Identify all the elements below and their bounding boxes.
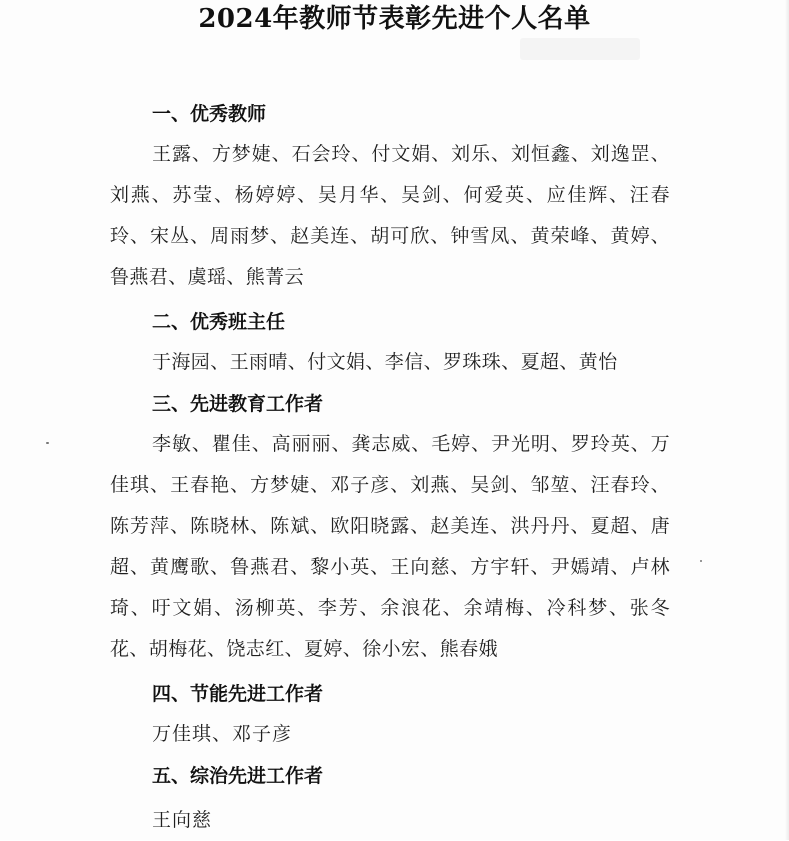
section-heading-public-security-workers: 五、综治先进工作者 (152, 765, 324, 787)
section-heading-excellent-teachers: 一、优秀教师 (152, 103, 267, 125)
section-heading-excellent-head-teachers: 二、优秀班主任 (152, 311, 286, 333)
scan-speck (46, 442, 49, 444)
names-advanced-education-workers: 李敏、瞿佳、高丽丽、龚志威、毛婷、尹光明、罗玲英、万佳琪、王春艳、方梦婕、邓子彦、刘燕、吴剑、邹堃、汪春玲、陈芳萍、陈晓林、陈斌、欧阳晓露、赵美连、洪丹丹、夏超、唐超、黄鹰歌、鲁燕君、黎小英、王向慈、方宇轩、尹嫣靖、卢林琦、吁文娟、汤柳英、李芳、余浪花、余靖梅、冷科梦、张冬花、胡梅花、饶志红、夏婷、徐小宏、熊春娥 (110, 433, 670, 660)
page-edge-shadow (785, 0, 789, 840)
section-heading-energy-saving-workers: 四、节能先进工作者 (152, 683, 324, 705)
faded-stamp-mark (520, 38, 640, 60)
section-heading-advanced-education-workers: 三、先进教育工作者 (152, 393, 324, 415)
names-excellent-head-teachers: 于海园、王雨晴、付文娟、李信、罗珠珠、夏超、黄怡 (152, 351, 618, 373)
document-title: 2024年教师节表彰先进个人名单 (198, 4, 591, 34)
names-energy-saving-workers: 万佳琪、邓子彦 (152, 723, 293, 745)
names-public-security-workers: 王向慈 (152, 809, 213, 831)
scan-speck (700, 560, 702, 562)
names-excellent-teachers: 王露、方梦婕、石会玲、付文娟、刘乐、刘恒鑫、刘逸罡、刘燕、苏莹、杨婷婷、吴月华、吴剑、何爱英、应佳辉、汪春玲、宋丛、周雨梦、赵美连、胡可欣、钟雪凤、黄荣峰、黄婷、鲁燕君、虞瑶、熊菁云 (110, 143, 670, 288)
